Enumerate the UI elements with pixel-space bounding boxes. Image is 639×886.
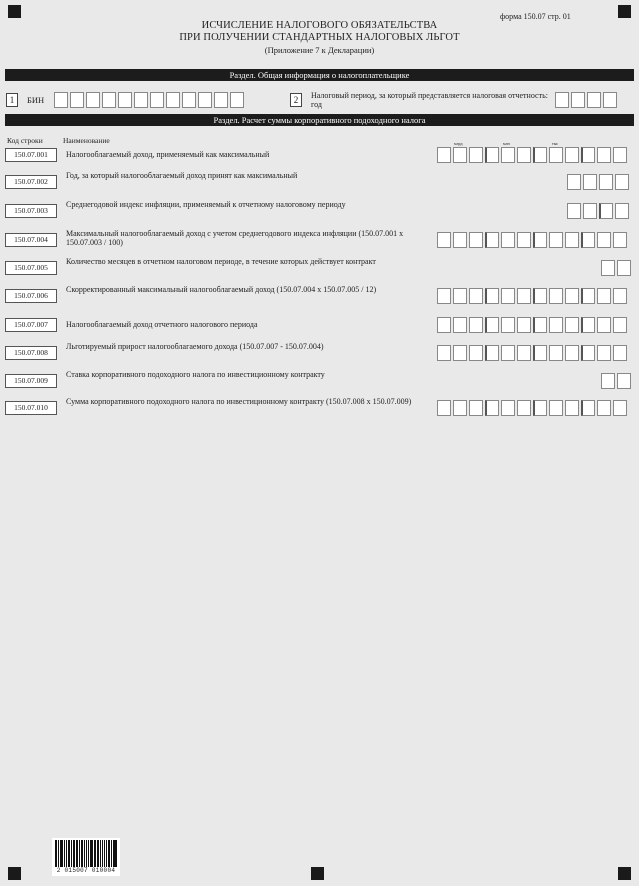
input-cell[interactable] (603, 92, 617, 108)
value-cell[interactable] (599, 203, 613, 219)
value-cell[interactable] (581, 147, 595, 163)
row-code: 150.07.005 (5, 261, 57, 275)
value-cell[interactable] (565, 147, 579, 163)
row-name: Налогооблагаемый доход, применяемый как максимальный (66, 150, 270, 159)
value-cell[interactable] (485, 317, 499, 333)
row-code: 150.07.008 (5, 346, 57, 360)
barcode (52, 838, 120, 876)
value-cell[interactable] (501, 317, 515, 333)
row-code: 150.07.002 (5, 175, 57, 189)
value-cell[interactable] (437, 232, 451, 248)
value-cell[interactable] (453, 147, 467, 163)
row-value-cells[interactable] (437, 317, 627, 333)
row-value-cells[interactable] (601, 373, 631, 389)
unit-label-thousands: тыс (552, 141, 559, 146)
value-cell[interactable] (501, 232, 515, 248)
row-name: Максимальный налогооблагаемый доход с учетом среднегодового индекса инфляции (150.07.001 х 150.07.003 / 100) (66, 229, 404, 247)
input-cell[interactable] (230, 92, 244, 108)
value-cell[interactable] (533, 317, 547, 333)
row-value-cells[interactable] (437, 288, 627, 304)
input-cell[interactable] (134, 92, 148, 108)
row-name: Льготируемый прирост налогооблагаемого дохода (150.07.007 - 150.07.004) (66, 342, 324, 351)
value-cell[interactable] (599, 174, 613, 190)
value-cell[interactable] (485, 400, 499, 416)
corner-marker-top-right (618, 5, 631, 18)
row-code: 150.07.009 (5, 374, 57, 388)
input-cell[interactable] (555, 92, 569, 108)
input-cell[interactable] (86, 92, 100, 108)
corner-marker-top-left (8, 5, 21, 18)
value-cell[interactable] (613, 345, 627, 361)
value-cell[interactable] (453, 345, 467, 361)
value-cell[interactable] (597, 400, 611, 416)
form-title (0, 20, 639, 56)
value-cell[interactable] (501, 288, 515, 304)
value-cell[interactable] (581, 345, 595, 361)
row-value-cells[interactable] (437, 147, 627, 163)
value-cell[interactable] (485, 288, 499, 304)
value-cell[interactable] (453, 288, 467, 304)
value-cell[interactable] (501, 345, 515, 361)
input-cell[interactable] (118, 92, 132, 108)
value-cell[interactable] (517, 288, 531, 304)
value-cell[interactable] (485, 232, 499, 248)
corner-marker-bottom-center (311, 867, 324, 880)
value-cell[interactable] (437, 345, 451, 361)
value-cell[interactable] (601, 373, 615, 389)
bin-input-cells[interactable] (54, 92, 244, 108)
value-cell[interactable] (533, 232, 547, 248)
value-cell[interactable] (501, 400, 515, 416)
row-code: 150.07.004 (5, 233, 57, 247)
value-cell[interactable] (613, 147, 627, 163)
input-cell[interactable] (198, 92, 212, 108)
input-cell[interactable] (214, 92, 228, 108)
value-cell[interactable] (485, 147, 499, 163)
field-number-2: 2 (290, 93, 302, 107)
column-header-code: Код строки (7, 136, 43, 145)
value-cell[interactable] (485, 345, 499, 361)
value-cell[interactable] (581, 317, 595, 333)
bin-label: БИН (27, 95, 45, 105)
unit-label-billions: млрд (454, 141, 463, 146)
tax-period-label: Налоговый период, за который представляется налоговая отчетность: год (311, 91, 548, 109)
section-calculation-header: Раздел. Расчет суммы корпоративного подоходного налога (5, 114, 634, 126)
value-cell[interactable] (501, 147, 515, 163)
value-cell[interactable] (533, 288, 547, 304)
value-cell[interactable] (613, 232, 627, 248)
value-cell[interactable] (469, 345, 483, 361)
value-cell[interactable] (437, 400, 451, 416)
value-cell[interactable] (615, 203, 629, 219)
tax-period-year-cells[interactable] (555, 92, 617, 108)
value-cell[interactable] (581, 400, 595, 416)
value-cell[interactable] (581, 232, 595, 248)
value-cell[interactable] (597, 232, 611, 248)
value-cell[interactable] (613, 317, 627, 333)
form-id: форма 150.07 стр. 01 (500, 12, 571, 21)
value-cell[interactable] (453, 400, 467, 416)
value-cell[interactable] (617, 373, 631, 389)
value-cell[interactable] (615, 174, 629, 190)
barcode-number: 2 015007 010004 (56, 867, 116, 874)
row-value-cells[interactable] (437, 400, 627, 416)
value-cell[interactable] (533, 400, 547, 416)
row-value-cells[interactable] (567, 203, 629, 219)
value-cell[interactable] (453, 317, 467, 333)
value-cell[interactable] (453, 232, 467, 248)
row-name: Сумма корпоративного подоходного налога по инвестиционному контракту (150.07.008 х 150.07.009) (66, 397, 412, 406)
value-cell[interactable] (549, 147, 563, 163)
input-cell[interactable] (54, 92, 68, 108)
row-name: Количество месяцев в отчетном налоговом периоде, в течение которых действует контракт (66, 257, 376, 266)
value-cell[interactable] (597, 288, 611, 304)
value-cell[interactable] (437, 288, 451, 304)
value-cell[interactable] (597, 317, 611, 333)
title-line-2: ПРИ ПОЛУЧЕНИИ СТАНДАРТНЫХ НАЛОГОВЫХ ЛЬГОТ (179, 32, 460, 43)
value-cell[interactable] (597, 147, 611, 163)
value-cell[interactable] (583, 174, 597, 190)
value-cell[interactable] (549, 288, 563, 304)
value-cell[interactable] (517, 317, 531, 333)
corner-marker-bottom-right (618, 867, 631, 880)
row-code: 150.07.010 (5, 401, 57, 415)
unit-label-millions: млн (503, 141, 510, 146)
row-code: 150.07.006 (5, 289, 57, 303)
row-name: Среднегодовой индекс инфляции, применяемый к отчетному налоговому периоду (66, 200, 346, 209)
row-value-cells[interactable] (567, 174, 629, 190)
value-cell[interactable] (469, 147, 483, 163)
row-name: Год, за который налогооблагаемый доход принят как максимальный (66, 171, 298, 180)
value-cell[interactable] (469, 400, 483, 416)
value-cell[interactable] (469, 317, 483, 333)
input-cell[interactable] (70, 92, 84, 108)
field-number-1: 1 (6, 93, 18, 107)
input-cell[interactable] (102, 92, 116, 108)
row-code: 150.07.001 (5, 148, 57, 162)
value-cell[interactable] (549, 232, 563, 248)
input-cell[interactable] (587, 92, 601, 108)
value-cell[interactable] (469, 232, 483, 248)
input-cell[interactable] (166, 92, 180, 108)
value-cell[interactable] (549, 345, 563, 361)
value-cell[interactable] (613, 288, 627, 304)
input-cell[interactable] (571, 92, 585, 108)
value-cell[interactable] (565, 317, 579, 333)
row-name: Налогооблагаемый доход отчетного налогового периода (66, 320, 258, 329)
value-cell[interactable] (517, 147, 531, 163)
value-cell[interactable] (517, 345, 531, 361)
value-cell[interactable] (549, 400, 563, 416)
row-code: 150.07.007 (5, 318, 57, 332)
value-cell[interactable] (581, 288, 595, 304)
value-cell[interactable] (567, 174, 581, 190)
value-cell[interactable] (567, 203, 581, 219)
value-cell[interactable] (437, 147, 451, 163)
value-cell[interactable] (565, 232, 579, 248)
input-cell[interactable] (150, 92, 164, 108)
input-cell[interactable] (182, 92, 196, 108)
value-cell[interactable] (601, 260, 615, 276)
value-cell[interactable] (617, 260, 631, 276)
title-line-3: (Приложение 7 к Декларации) (264, 45, 375, 55)
value-cell[interactable] (533, 147, 547, 163)
value-cell[interactable] (517, 232, 531, 248)
section-general-info-header: Раздел. Общая информация о налогоплательщике (5, 69, 634, 81)
row-value-cells[interactable] (437, 232, 627, 248)
value-cell[interactable] (565, 400, 579, 416)
value-cell[interactable] (437, 317, 451, 333)
value-cell[interactable] (565, 345, 579, 361)
value-cell[interactable] (549, 317, 563, 333)
value-cell[interactable] (533, 345, 547, 361)
title-line-1: ИСЧИСЛЕНИЕ НАЛОГОВОГО ОБЯЗАТЕЛЬСТВА (201, 20, 438, 31)
value-cell[interactable] (583, 203, 597, 219)
row-name: Скорректированный максимальный налогооблагаемый доход (150.07.004 х 150.07.005 / 12) (66, 285, 377, 294)
value-cell[interactable] (565, 288, 579, 304)
value-cell[interactable] (517, 400, 531, 416)
row-value-cells[interactable] (437, 345, 627, 361)
row-code: 150.07.003 (5, 204, 57, 218)
corner-marker-bottom-left (8, 867, 21, 880)
value-cell[interactable] (613, 400, 627, 416)
barcode-bars (55, 840, 117, 867)
row-name: Ставка корпоративного подоходного налога по инвестиционному контракту (66, 370, 325, 379)
value-cell[interactable] (469, 288, 483, 304)
column-header-name: Наименование (63, 136, 110, 145)
value-cell[interactable] (597, 345, 611, 361)
row-value-cells[interactable] (601, 260, 631, 276)
